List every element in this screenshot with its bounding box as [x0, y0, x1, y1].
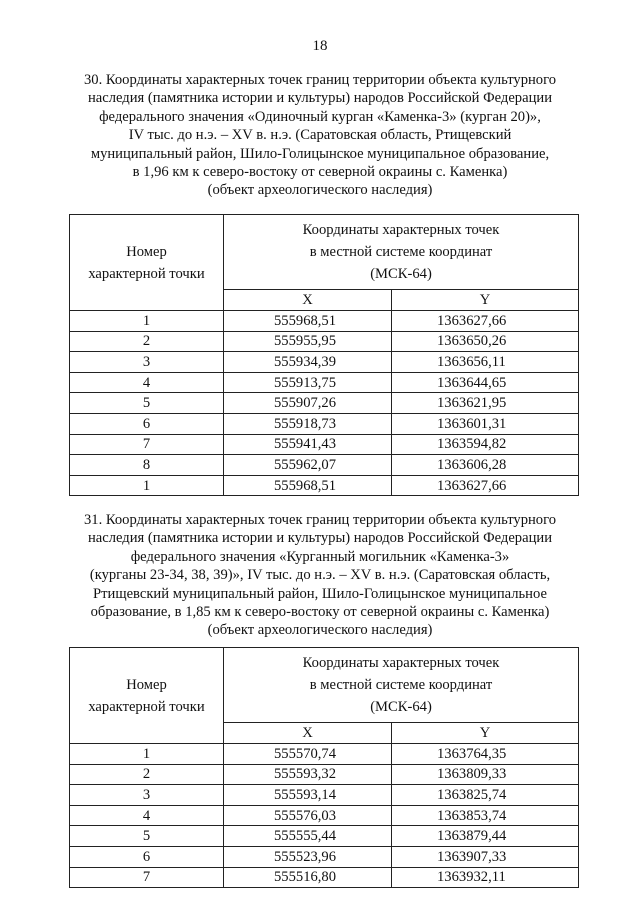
y-coordinate-cell: 1363650,26 — [392, 331, 579, 352]
heading-line: наследия (памятника истории и культуры) народов Российской Федерации — [87, 90, 553, 107]
section-30-heading — [62, 71, 578, 200]
heading-line: (объект археологического наследия) — [207, 622, 433, 639]
point-number-cell: 6 — [70, 846, 224, 867]
heading-line: федерального значения «Курганный могильник «Каменка-3» — [130, 548, 510, 565]
point-number-cell: 3 — [70, 785, 224, 806]
y-coordinate-cell: 1363627,66 — [392, 475, 579, 496]
y-coordinate-cell: 1363853,74 — [392, 805, 579, 826]
heading-line: Ртищевский муниципальный район, Шило-Голицынское муниципальное — [93, 585, 547, 602]
table-header-row — [70, 215, 579, 290]
x-axis-header: X — [224, 290, 392, 311]
y-coordinate-cell: 1363594,82 — [392, 434, 579, 455]
y-coordinate-cell: 1363764,35 — [392, 744, 579, 765]
table-row — [70, 744, 579, 765]
table-row — [70, 846, 579, 867]
x-coordinate-cell: 555955,95 — [224, 331, 392, 352]
section-31-heading — [62, 511, 578, 640]
table-row — [70, 434, 579, 455]
heading-line: в 1,96 км к северо-востоку от северной окраины с. Каменка) — [132, 164, 508, 181]
table-row — [70, 393, 579, 414]
y-coordinate-cell: 1363644,65 — [392, 372, 579, 393]
y-coordinate-cell: 1363907,33 — [392, 846, 579, 867]
header-line: (МСК-64) — [370, 699, 432, 715]
header-line: характерной точки — [88, 265, 205, 282]
y-coordinate-cell: 1363656,11 — [392, 352, 579, 373]
point-number-cell: 2 — [70, 331, 224, 352]
x-coordinate-cell: 555593,32 — [224, 764, 392, 785]
point-number-cell: 1 — [70, 311, 224, 332]
x-coordinate-cell: 555941,43 — [224, 434, 392, 455]
header-line: Номер — [126, 243, 167, 260]
heading-line: IV тыс. до н.э. – XV в. н.э. (Саратовская область, Ртищевский — [128, 127, 512, 144]
x-coordinate-cell: 555968,51 — [224, 475, 392, 496]
point-number-cell: 5 — [70, 393, 224, 414]
header-line: характерной точки — [88, 698, 205, 715]
heading-line: образование, в 1,85 км к северо-востоку от северной окраины с. Каменка) — [90, 604, 550, 621]
x-coordinate-cell: 555968,51 — [224, 311, 392, 332]
table-body — [70, 311, 579, 496]
x-coordinate-cell: 555593,14 — [224, 785, 392, 806]
y-coordinate-cell: 1363606,28 — [392, 455, 579, 476]
header-line: Координаты характерных точек — [302, 222, 500, 238]
table-row — [70, 764, 579, 785]
heading-line: муниципальный район, Шило-Голицынское муниципальное образование, — [90, 145, 550, 162]
table-row — [70, 455, 579, 476]
table-body — [70, 744, 579, 888]
heading-line: 30. Координаты характерных точек границ территории объекта культурного — [83, 72, 557, 88]
y-coordinate-cell: 1363621,95 — [392, 393, 579, 414]
header-line: (МСК-64) — [370, 266, 432, 282]
y-coordinate-cell: 1363825,74 — [392, 785, 579, 806]
table-row — [70, 805, 579, 826]
y-axis-header: Y — [392, 290, 579, 311]
table-row — [70, 331, 579, 352]
y-coordinate-cell: 1363879,44 — [392, 826, 579, 847]
page-number: 18 — [312, 38, 328, 54]
y-coordinate-cell: 1363932,11 — [392, 867, 579, 888]
point-number-header — [70, 648, 224, 744]
header-line: Номер — [126, 676, 167, 693]
table-row — [70, 826, 579, 847]
header-line: в местной системе координат — [309, 677, 493, 693]
y-coordinate-cell: 1363601,31 — [392, 413, 579, 434]
heading-line: наследия (памятника истории и культуры) народов Российской Федерации — [87, 530, 553, 547]
point-number-cell: 5 — [70, 826, 224, 847]
x-coordinate-cell: 555913,75 — [224, 372, 392, 393]
x-coordinate-cell: 555934,39 — [224, 352, 392, 373]
coordinates-header — [224, 648, 579, 723]
x-coordinate-cell: 555516,80 — [224, 867, 392, 888]
point-number-cell: 7 — [70, 434, 224, 455]
point-number-cell: 7 — [70, 867, 224, 888]
point-number-cell: 1 — [70, 744, 224, 765]
heading-line: (объект археологического наследия) — [207, 182, 433, 199]
point-number-cell: 4 — [70, 805, 224, 826]
header-line: в местной системе координат — [309, 244, 493, 260]
x-axis-header: X — [224, 723, 392, 744]
x-coordinate-cell: 555962,07 — [224, 455, 392, 476]
x-coordinate-cell: 555907,26 — [224, 393, 392, 414]
table-row — [70, 372, 579, 393]
section-30-coordinates-table — [69, 214, 579, 496]
table-row — [70, 352, 579, 373]
point-number-header — [70, 215, 224, 311]
heading-line: (курганы 23-34, 38, 39)», IV тыс. до н.э. – XV в. н.э. (Саратовская область, — [89, 567, 551, 584]
heading-line: федерального значения «Одиночный курган «Каменка-3» (курган 20)», — [99, 108, 541, 125]
point-number-cell: 4 — [70, 372, 224, 393]
header-line: Координаты характерных точек — [302, 655, 500, 671]
table-row — [70, 311, 579, 332]
point-number-cell: 6 — [70, 413, 224, 434]
table-header-row — [70, 648, 579, 723]
y-coordinate-cell: 1363627,66 — [392, 311, 579, 332]
table-row — [70, 785, 579, 806]
point-number-cell: 1 — [70, 475, 224, 496]
section-31-coordinates-table — [69, 647, 579, 888]
x-coordinate-cell: 555555,44 — [224, 826, 392, 847]
heading-line: 31. Координаты характерных точек границ территории объекта культурного — [83, 512, 557, 528]
point-number-cell: 3 — [70, 352, 224, 373]
point-number-cell: 8 — [70, 455, 224, 476]
x-coordinate-cell: 555570,74 — [224, 744, 392, 765]
x-coordinate-cell: 555576,03 — [224, 805, 392, 826]
y-coordinate-cell: 1363809,33 — [392, 764, 579, 785]
y-axis-header: Y — [392, 723, 579, 744]
table-row — [70, 867, 579, 888]
x-coordinate-cell: 555918,73 — [224, 413, 392, 434]
table-row — [70, 413, 579, 434]
coordinates-header — [224, 215, 579, 290]
x-coordinate-cell: 555523,96 — [224, 846, 392, 867]
point-number-cell: 2 — [70, 764, 224, 785]
table-row — [70, 475, 579, 496]
